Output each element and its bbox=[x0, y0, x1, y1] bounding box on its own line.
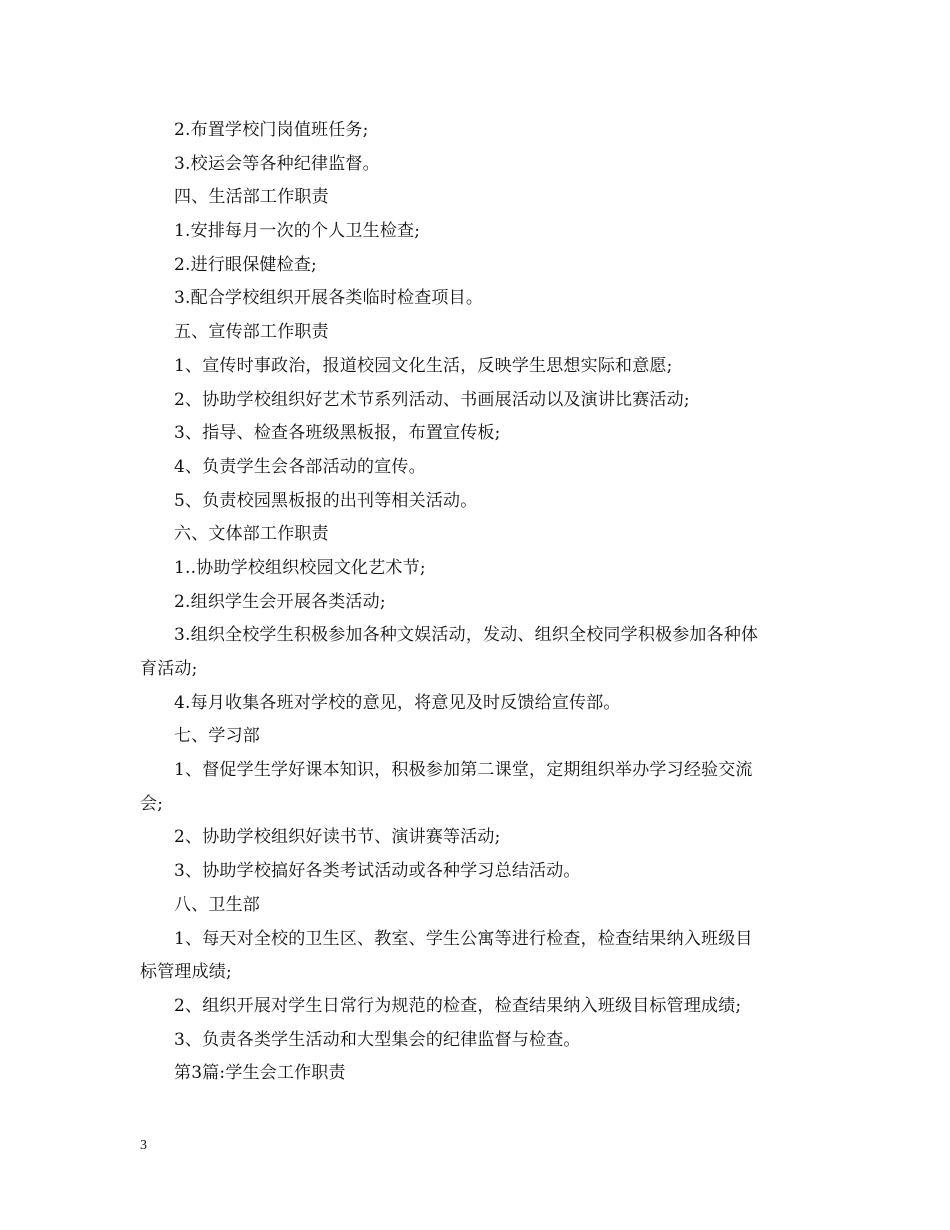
text-line: 八、卫生部 bbox=[174, 894, 260, 915]
text-line: 2、协助学校组织好艺术节系列活动、书画展活动以及演讲比赛活动; bbox=[174, 389, 690, 410]
text-line: 1..协助学校组织校园文化艺术节; bbox=[174, 557, 426, 578]
text-line: 4.每月收集各班对学校的意见，将意见及时反馈给宣传部。 bbox=[174, 692, 621, 713]
text-line: 1、宣传时事政治，报道校园文化生活，反映学生思想实际和意愿; bbox=[174, 355, 673, 376]
text-line: 3、协助学校搞好各类考试活动或各种学习总结活动。 bbox=[174, 861, 581, 882]
text-line: 2.进行眼保健检查; bbox=[174, 254, 317, 275]
text-line: 1、督促学生学好课本知识，积极参加第二课堂，定期组织举办学习经验交流 bbox=[174, 760, 753, 781]
text-line: 会; bbox=[140, 793, 164, 814]
text-line: 1、每天对全校的卫生区、教室、学生公寓等进行检查，检查结果纳入班级目 bbox=[174, 928, 753, 949]
page-number: 3 bbox=[140, 1138, 147, 1153]
text-line: 3、指导、检查各班级黑板报，布置宣传板; bbox=[174, 423, 501, 444]
text-line: 3.配合学校组织开展各类临时检查项目。 bbox=[174, 288, 484, 309]
text-line: 1.安排每月一次的个人卫生检查; bbox=[174, 221, 421, 242]
text-line: 3.组织全校学生积极参加各种文娱活动，发动、组织全校同学积极参加各种体 bbox=[174, 625, 759, 646]
text-line: 七、学习部 bbox=[174, 726, 260, 747]
text-line: 4、负责学生会各部活动的宣传。 bbox=[174, 456, 426, 477]
text-line: 3、负责各类学生活动和大型集会的纪律监督与检查。 bbox=[174, 1029, 581, 1050]
text-line: 五、宣传部工作职责 bbox=[174, 322, 329, 343]
text-line: 5、负责校园黑板报的出刊等相关活动。 bbox=[174, 490, 478, 511]
text-line: 第3篇:学生会工作职责 bbox=[174, 1063, 346, 1084]
text-line: 四、生活部工作职责 bbox=[174, 187, 329, 208]
text-line: 2.组织学生会开展各类活动; bbox=[174, 591, 386, 612]
text-line: 2.布置学校门岗值班任务; bbox=[174, 120, 369, 140]
text-line: 2、协助学校组织好读书节、演讲赛等活动; bbox=[174, 827, 501, 848]
text-line: 2、组织开展对学生日常行为规范的检查，检查结果纳入班级目标管理成绩; bbox=[174, 995, 742, 1016]
text-line: 3.校运会等各种纪律监督。 bbox=[174, 153, 380, 174]
text-line: 育活动; bbox=[140, 659, 198, 679]
text-line: 六、文体部工作职责 bbox=[174, 524, 329, 545]
document-body bbox=[140, 114, 820, 1091]
text-line: 标管理成绩; bbox=[140, 962, 232, 983]
